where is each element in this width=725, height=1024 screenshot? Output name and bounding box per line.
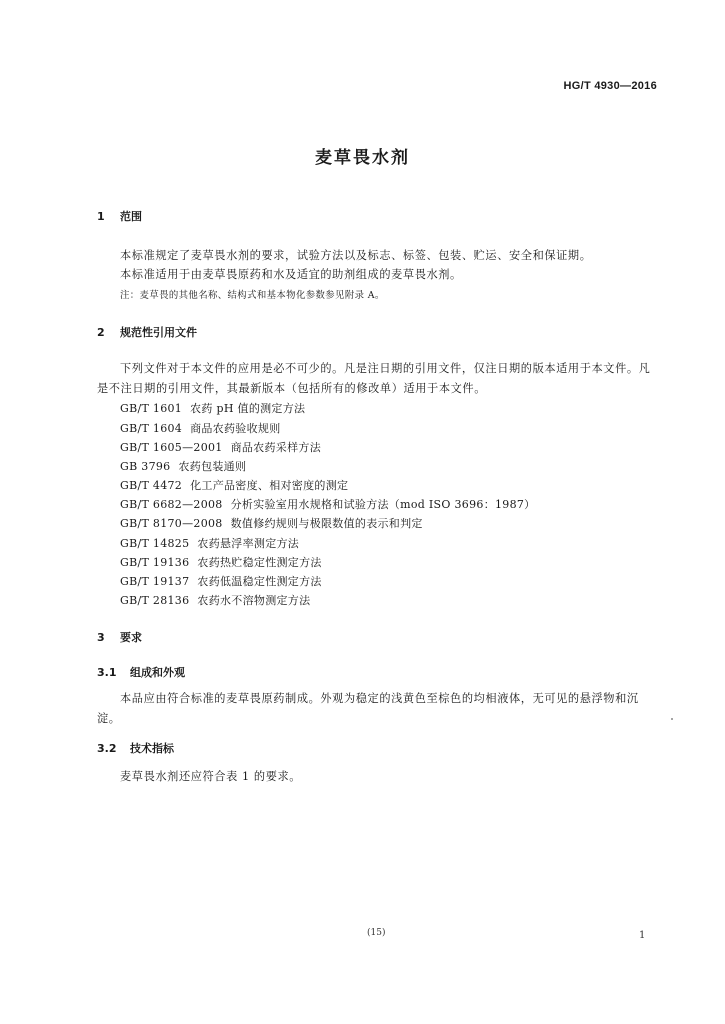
reference-code: GB/T 4472: [120, 479, 183, 492]
subsection-title: 技术指标: [130, 742, 174, 755]
subsection-number: 3.2: [97, 742, 117, 755]
reference-item: [120, 554, 322, 570]
reference-title: 农药包装通则: [178, 460, 247, 473]
section-3-1-heading: [97, 664, 185, 680]
section-title: 范围: [120, 210, 142, 223]
reference-code: GB/T 1605—2001: [120, 441, 223, 454]
section-number: 2: [97, 326, 105, 339]
standard-code: HG/T 4930—2016: [563, 80, 657, 92]
reference-item: [120, 400, 305, 416]
reference-item: [120, 515, 423, 531]
reference-code: GB 3796: [120, 460, 171, 473]
scan-speck: [671, 718, 673, 720]
reference-item: [120, 477, 348, 493]
reference-code: GB/T 6682—2008: [120, 498, 223, 511]
reference-code: GB/T 19137: [120, 575, 190, 588]
section-3-heading: [97, 629, 142, 645]
section-3-2-heading: [97, 740, 174, 756]
composition-appearance-paragraph: 本品应由符合标准的麦草畏原药制成。外观为稳定的浅黄色至棕色的均相液体，无可见的悬浮物和沉淀。: [97, 692, 639, 725]
reference-title: 商品农药采样方法: [230, 441, 322, 454]
technical-indicators-paragraph: 麦草畏水剂还应符合表 1 的要求。: [120, 770, 302, 783]
reference-title: 分析实验室用水规格和试验方法（mod ISO 3696：1987）: [230, 498, 536, 511]
reference-title: 农药水不溶物测定方法: [197, 594, 311, 607]
scope-paragraph-1: 本标准规定了麦草畏水剂的要求，试验方法以及标志、标签、包装、贮运、安全和保证期。: [120, 249, 592, 262]
subsection-title: 组成和外观: [130, 666, 185, 679]
reference-title: 农药热贮稳定性测定方法: [197, 556, 322, 569]
scope-note: 注：麦草畏的其他名称、结构式和基本物化参数参见附录 A。: [120, 290, 385, 301]
reference-title: 商品农药验收规则: [190, 422, 281, 435]
reference-code: GB/T 8170—2008: [120, 517, 223, 530]
section-number: 1: [97, 210, 105, 223]
reference-item: [120, 439, 321, 455]
reference-item: [120, 535, 299, 551]
reference-title: 农药 pH 值的测定方法: [190, 402, 306, 415]
page-number: 1: [639, 930, 646, 941]
normative-references-intro: 下列文件对于本文件的应用是必不可少的。凡是注日期的引用文件，仅注日期的版本适用于本文件。凡是不注日期的引用文件，其最新版本（包括所有的修改单）适用于本文件。: [97, 362, 651, 395]
reference-item: [120, 592, 310, 608]
reference-item: [120, 496, 535, 512]
section-number: 3: [97, 631, 105, 644]
reference-code: GB/T 1601: [120, 402, 183, 415]
reference-title: 化工产品密度、相对密度的测定: [190, 479, 349, 492]
reference-code: GB/T 1604: [120, 422, 183, 435]
page-mark: (15): [367, 928, 386, 938]
section-title: 要求: [120, 631, 142, 644]
section-1-heading: [97, 208, 142, 224]
reference-code: GB/T 28136: [120, 594, 190, 607]
scope-paragraph-2: 本标准适用于由麦草畏原药和水及适宜的助剂组成的麦草畏水剂。: [120, 268, 462, 281]
reference-item: [120, 420, 281, 436]
reference-item: [120, 573, 322, 589]
reference-code: GB/T 14825: [120, 537, 190, 550]
reference-item: [120, 458, 246, 474]
reference-code: GB/T 19136: [120, 556, 190, 569]
document-title: 麦草畏水剂: [315, 148, 410, 168]
section-2-heading: [97, 324, 197, 340]
reference-title: 数值修约规则与极限数值的表示和判定: [230, 517, 423, 530]
subsection-number: 3.1: [97, 666, 117, 679]
reference-title: 农药悬浮率测定方法: [197, 537, 300, 550]
section-title: 规范性引用文件: [120, 326, 197, 339]
reference-title: 农药低温稳定性测定方法: [197, 575, 322, 588]
